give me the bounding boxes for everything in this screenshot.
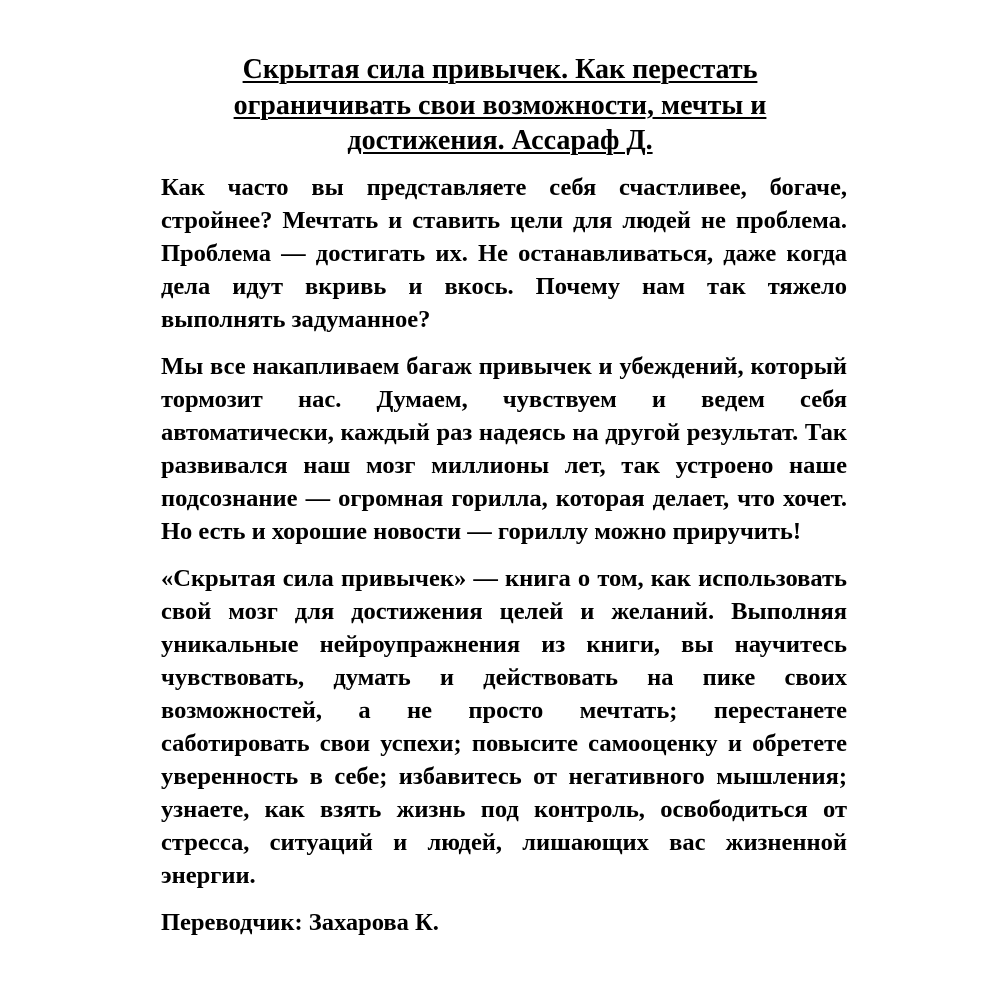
- title-line-3: достижения. Ассараф Д.: [347, 125, 653, 156]
- document-body: [161, 171, 847, 939]
- paragraph-translator: Переводчик: Захарова К.: [161, 909, 439, 936]
- title-line-2: ограничивать свои возможности, мечты и: [233, 89, 767, 121]
- document-title: [150, 52, 850, 159]
- title-line-1: Скрытая сила привычек. Как перестать: [242, 54, 758, 85]
- paragraph-book-description: «Скрытая сила привычек» — книга о том, как использовать свой мозг для достижения целей и желаний. Выполняя уникальные нейроупражнения из книги, вы научитесь чувствовать, думать и действовать на пике своих возможностей, а не просто мечтать; перестанете саботировать свои успехи; повысите самооценку и обретете уверенность в себе; избавитесь от негативного мышления; узнаете, как взять жизнь под контроль, освободиться от стресса, ситуаций и людей, лишающих вас жизненной энергии.: [161, 565, 847, 889]
- paragraph-intro: Как часто вы представляете себя счастливее, богаче, стройнее? Мечтать и ставить цели для людей не проблема. Проблема — достигать их. Не останавливаться, даже когда дела идут вкривь и вкось. Почему нам так тяжело выполнять задуманное?: [161, 174, 847, 333]
- paragraph-habits: Мы все накапливаем багаж привычек и убеждений, который тормозит нас. Думаем, чувствуем и ведем себя автоматически, каждый раз надеясь на другой результат. Так развивался наш мозг миллионы лет, так устроено наше подсознание — огромная горилла, которая делает, что хочет. Но есть и хорошие новости — гориллу можно приручить!: [161, 353, 847, 545]
